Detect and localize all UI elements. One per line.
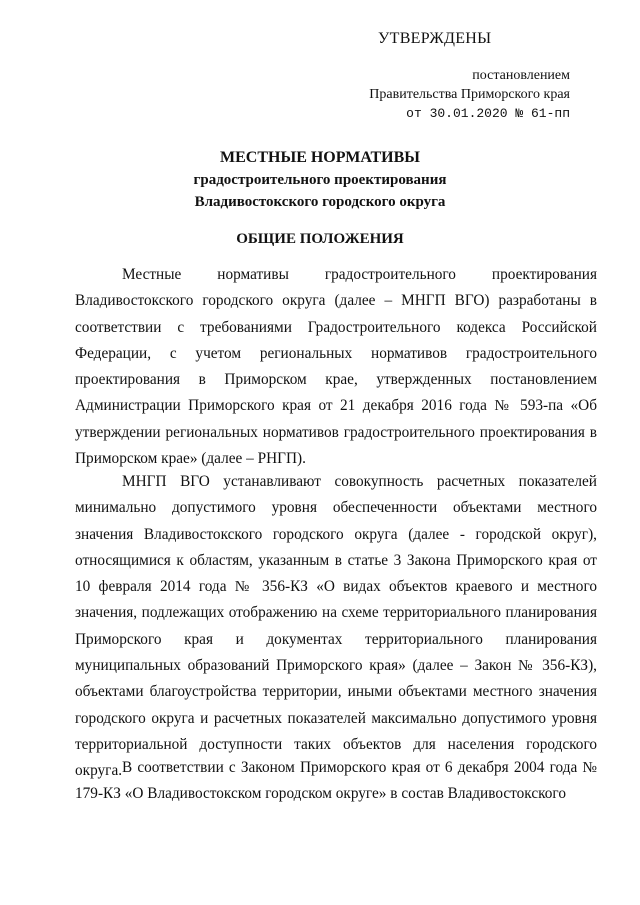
decree-line-2: Правительства Приморского края bbox=[369, 87, 570, 102]
paragraph-1: Местные нормативы градостроительного проектирования Владивостокского городского округа (далее – МНГП ВГО) разработаны в соответствии с требованиями Градостроительного кодекса Российской Федерации, с учетом региональных нормативов градостроительного проектирования в Приморском крае, утвержденных постановлением Администрации Приморского края от 21 декабря 2016 года № 593-па «Об утверждении региональных нормативов градостроительного проектирования в Приморском крае» (далее – РНГП). bbox=[75, 266, 597, 468]
decree-date-number: от 30.01.2020 № 61-пп bbox=[406, 106, 570, 121]
paragraph-2: МНГП ВГО устанавливают совокупность расчетных показателей минимально допустимого уровня обеспеченности объектами местного значения Владивостокского городского округа (далее - городской округ), относящимися к областям, указанным в статье 3 Закона Приморского края от 10 февраля 2014 года № 356-КЗ «О видах объектов краевого и местного значения, подлежащих отображению на схеме территориального планирования Приморского края и документах территориального планирования муниципальных образований Приморского края» (далее – Закон № 356-КЗ), объектами благоустройства территории, иными объектами местного значения городского округа и расчетных показателей максимально допустимого уровня территориальной доступности таких объектов для населения городского округа. bbox=[75, 473, 597, 780]
document-title: МЕСТНЫЕ НОРМАТИВЫ bbox=[220, 149, 420, 166]
document-subtitle-2: Владивостокского городского округа bbox=[194, 194, 446, 210]
decree-reference bbox=[369, 66, 570, 123]
section-heading: ОБЩИЕ ПОЛОЖЕНИЯ bbox=[236, 231, 404, 247]
decree-line-1: постановлением bbox=[472, 68, 570, 83]
document-subtitle-1: градостроительного проектирования bbox=[193, 172, 447, 188]
approval-stamp: УТВЕРЖДЕНЫ bbox=[378, 30, 492, 47]
paragraph-3: В соответствии с Законом Приморского края от 6 декабря 2004 года № 179-КЗ «О Владивостокском городском округе» в состав Владивостокского bbox=[75, 759, 597, 803]
